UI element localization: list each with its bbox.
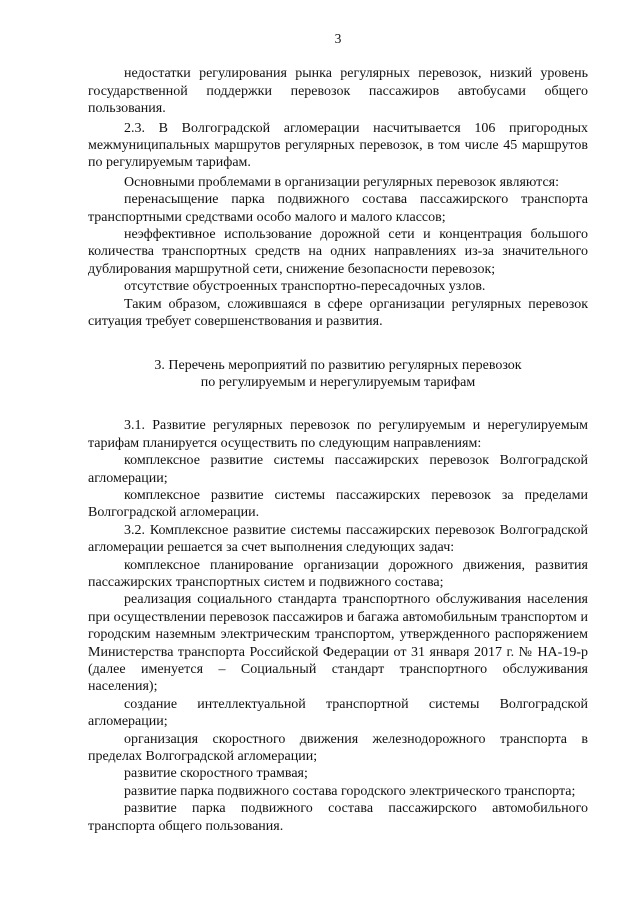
paragraph: развитие парка подвижного состава пассажирского автомобильного транспорта общего пользования. <box>88 801 588 834</box>
paragraph: развитие парка подвижного состава городского электрического транспорта; <box>124 783 576 799</box>
section-heading-line: по регулируемым и нерегулируемым тарифам <box>200 374 476 390</box>
section-heading-line: 3. Перечень мероприятий по развитию регулярных перевозок <box>154 357 522 373</box>
paragraph: недостатки регулирования рынка регулярных перевозок, низкий уровень государственной поддержки перевозок пассажиров автобусами общего пользования. <box>88 66 588 117</box>
bottom-section <box>88 417 588 835</box>
paragraph: комплексное планирование организации дорожного движения, развития пассажирских транспортных систем и подвижного состава; <box>88 557 588 590</box>
section-heading <box>88 357 588 392</box>
paragraph: комплексное развитие системы пассажирских перевозок за пределами Волгоградской агломерации. <box>88 487 588 521</box>
paragraph: развитие скоростного трамвая; <box>124 766 308 782</box>
paragraph: Основными проблемами в организации регулярных перевозок являются: <box>124 174 559 190</box>
paragraph: 2.3. В Волгоградской агломерации насчитывается 106 пригородных межмуниципальных маршрутов регулярных перевозок, в том числе 45 маршрутов по регулируемым тарифам. <box>88 120 588 171</box>
top-section <box>88 65 588 330</box>
paragraph: 3.2. Комплексное развитие системы пассажирских перевозок Волгоградской агломерации решается за счет выполнения следующих задач: <box>88 522 588 556</box>
paragraph: отсутствие обустроенных транспортно-пересадочных узлов. <box>124 279 486 295</box>
paragraph: 3.1. Развитие регулярных перевозок по регулируемым и нерегулируемым тарифам планируется осуществить по следующим направлениям: <box>88 418 588 451</box>
paragraph: неэффективное использование дорожной сети и концентрация большого количества транспортных средств на одних направлениях из-за значительного дублирования маршрутной сети, снижение безопасности перевозок; <box>88 227 588 277</box>
paragraph: Таким образом, сложившаяся в сфере организации регулярных перевозок ситуация требует совершенствования и развития. <box>88 296 588 330</box>
paragraph: реализация социального стандарта транспортного обслуживания населения при осуществлении перевозок пассажиров и багажа автомобильным транспортом и городским наземным электрическим транспортом, утвержденного распоряжением Министерства транспорта Российской Федерации от 31 января 2017 г. № НА-19-р (далее именуется – Социальный стандарт транспортного обслуживания населения); <box>88 592 588 695</box>
paragraph: комплексное развитие системы пассажирских перевозок Волгоградской агломерации; <box>88 453 588 486</box>
paragraph: перенасыщение парка подвижного состава пассажирского транспорта транспортными средствами особо малого и малого классов; <box>88 192 588 225</box>
page-number: 3 <box>334 31 342 46</box>
paragraph: организация скоростного движения железнодорожного транспорта в пределах Волгоградской агломерации; <box>88 731 588 765</box>
paragraph: создание интеллектуальной транспортной системы Волгоградской агломерации; <box>88 696 588 730</box>
